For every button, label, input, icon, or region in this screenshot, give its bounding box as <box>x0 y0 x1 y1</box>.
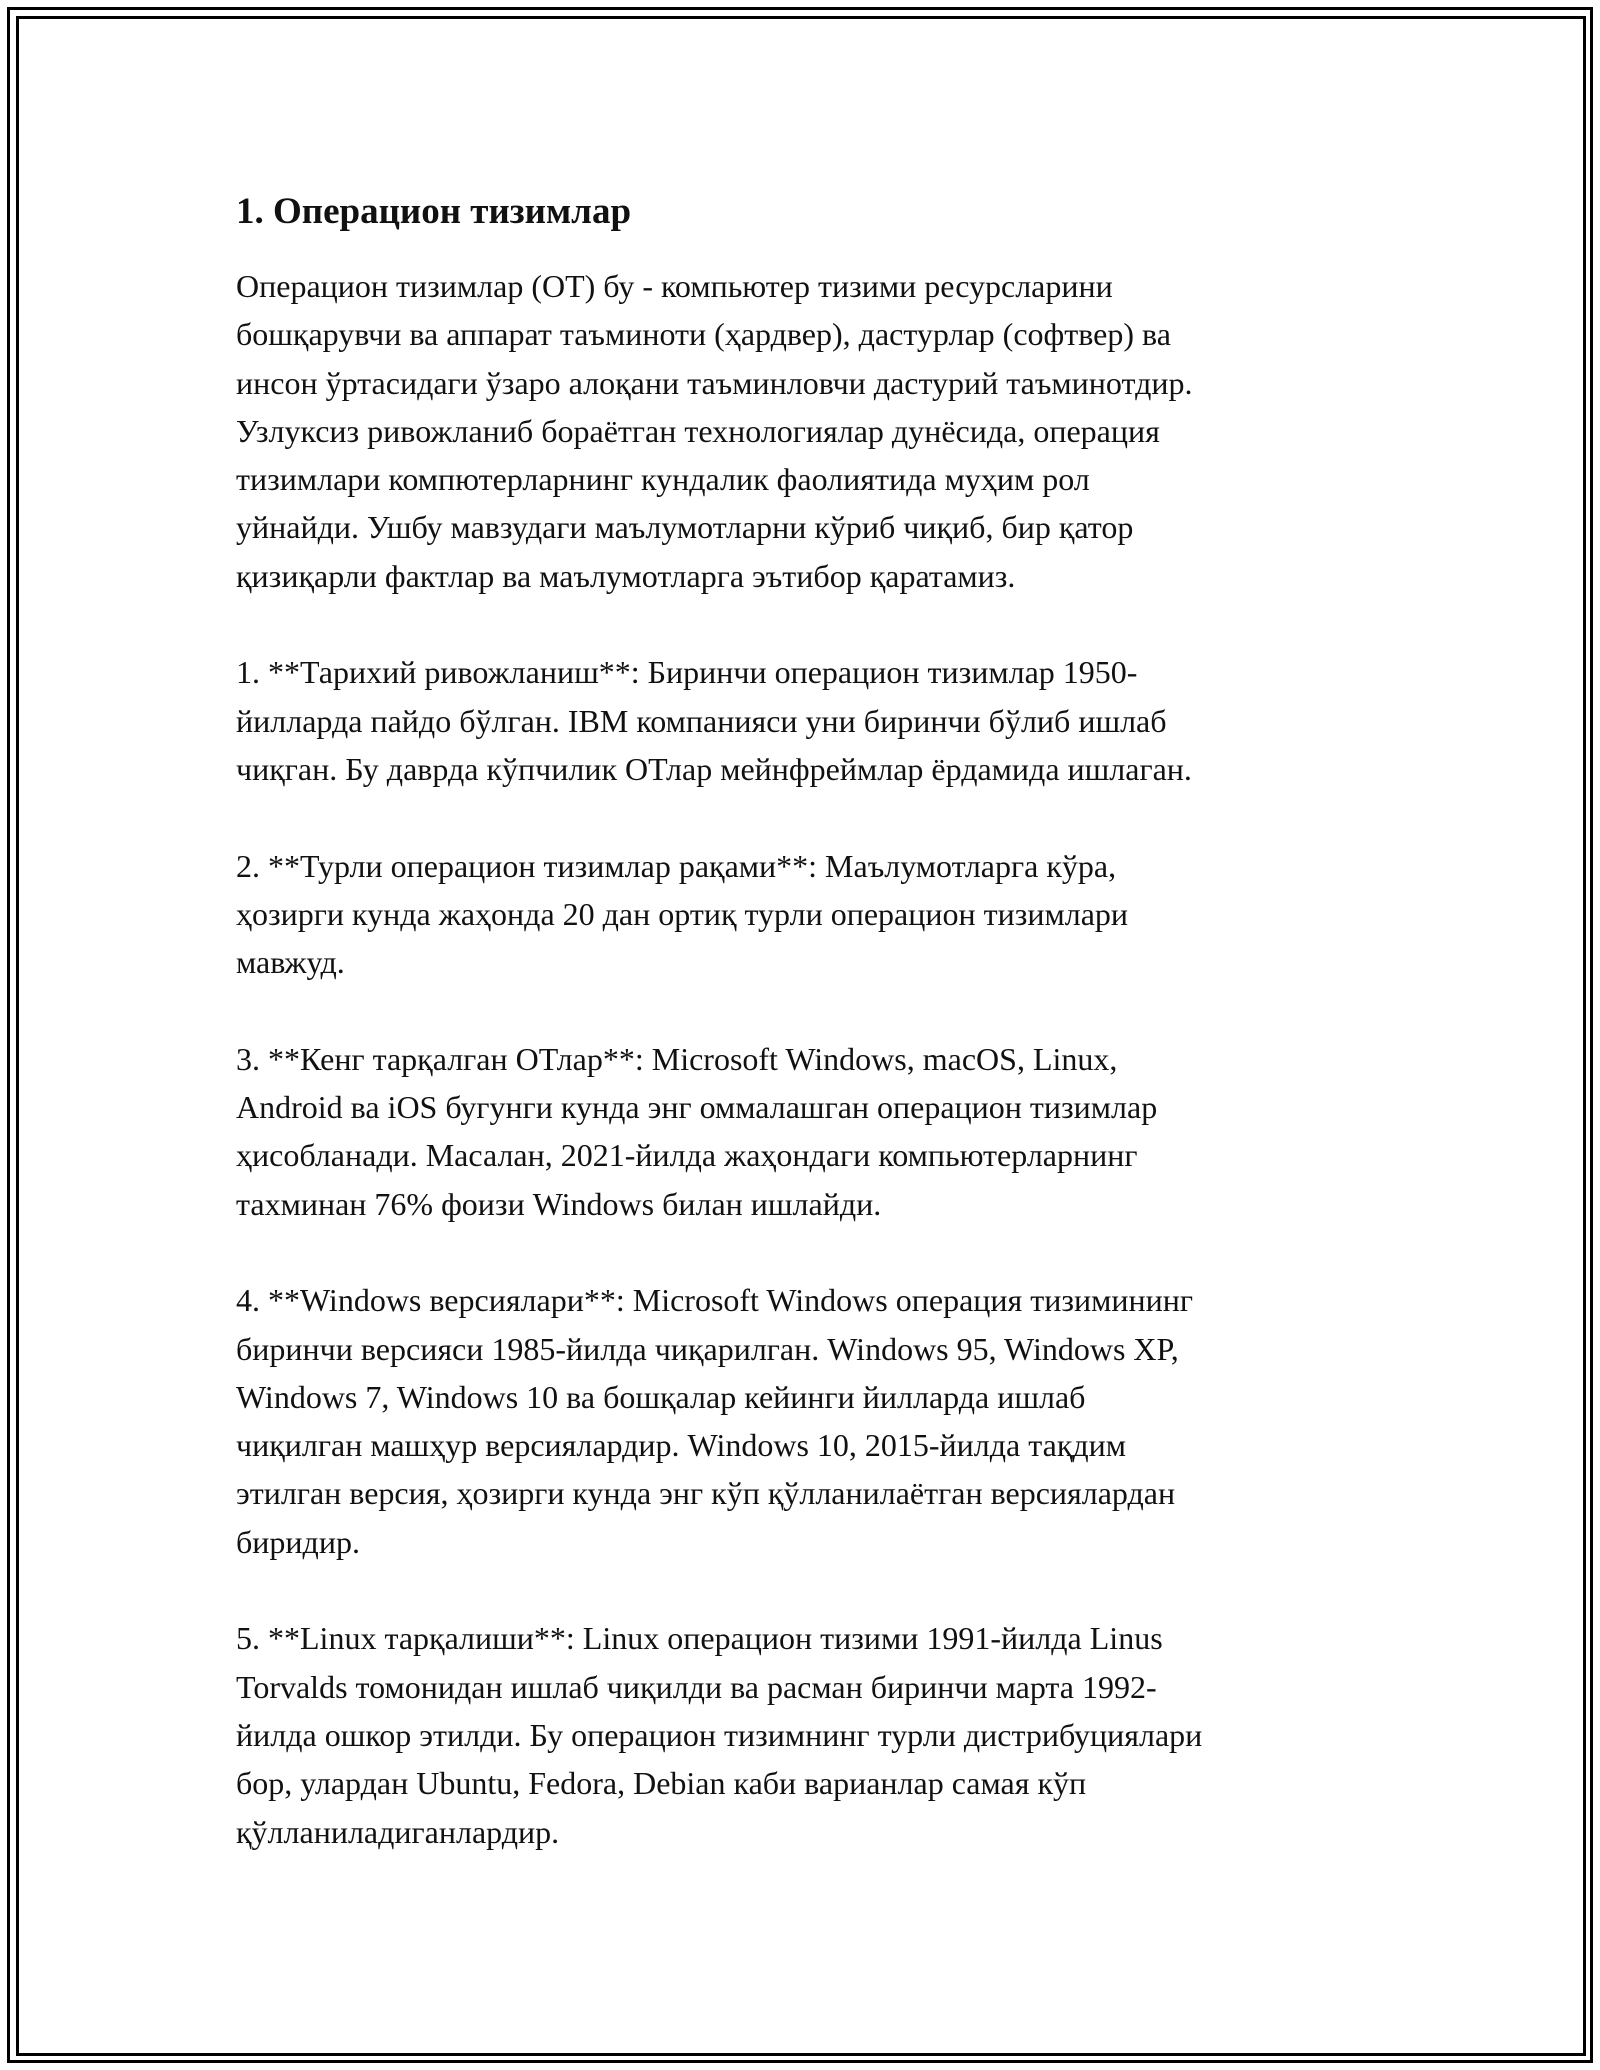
text-line: Операцион тизимлар (ОТ) бу - компьютер тизими ресурсларини <box>236 268 1113 304</box>
text-line: Android ва iOS бугунги кунда энг оммалашган операцион тизимлар <box>236 1089 1158 1126</box>
document-body <box>236 188 1366 1904</box>
intro-paragraph <box>236 262 1366 600</box>
text-line: тахминан 76% фоизи Windows билан ишлайди. <box>236 1185 882 1222</box>
list-item-linux <box>236 1614 1366 1855</box>
text-line: ҳозирги кунда жаҳонда 20 дан ортиқ турли операцион тизимлари <box>236 895 1129 932</box>
text-line: тизимлари компютерларнинг кундалик фаолиятида муҳим рол <box>236 461 1090 498</box>
text-line: уйнайди. Ушбу мавзудаги маълумотларни кўриб чиқиб, бир қатор <box>236 509 1134 546</box>
text-line: 1. **Тарихий ривожланиш**: Биринчи операцион тизимлар 1950- <box>236 654 1138 691</box>
text-line: биринчи версияси 1985-йилда чиқарилган. Windows 95, Windows XP, <box>236 1330 1179 1367</box>
text-line: биридир. <box>236 1523 360 1560</box>
text-line: чиқган. Бу даврда кўпчилик ОТлар мейнфреймлар ёрдамида ишлаган. <box>236 750 1192 787</box>
document-title: 1. Операцион тизимлар <box>236 191 632 232</box>
text-line: йилда ошкор этилди. Бу операцион тизимнинг турли дистрибуциялари <box>236 1716 1203 1753</box>
text-line: 4. **Windows версиялари**: Microsoft Windows операция тизимининг <box>236 1282 1193 1319</box>
list-item-popular-os <box>236 1035 1366 1228</box>
text-line: қизиқарли фактлар ва маълумотларга эътибор қаратамиз. <box>236 557 1016 594</box>
text-line: инсон ўртасидаги ўзаро алоқани таъминловчи дастурий таъминотдир. <box>236 364 1193 401</box>
text-line: ҳисобланади. Масалан, 2021-йилда жаҳондаги компьютерларнинг <box>236 1137 1138 1174</box>
text-line: 2. **Турли операцион тизимлар рақами**: Маълумотларга кўра, <box>236 847 1117 884</box>
list-item-os-count <box>236 842 1366 987</box>
list-item-history <box>236 648 1366 793</box>
text-line: қўлланиладиганлардир. <box>236 1813 560 1850</box>
list-item-windows-versions <box>236 1276 1366 1566</box>
text-line: йилларда пайдо бўлган. IBM компанияси уни биринчи бўлиб ишлаб <box>236 702 1167 739</box>
text-line: бошқарувчи ва аппарат таъминоти (ҳардвер), дастурлар (софтвер) ва <box>236 316 1171 353</box>
text-line: Torvalds томонидан ишлаб чиқилди ва расман биринчи марта 1992- <box>236 1668 1157 1705</box>
text-line: Windows 7, Windows 10 ва бошқалар кейинги йилларда ишлаб <box>236 1378 1086 1415</box>
text-line: 5. **Linux тарқалиши**: Linux операцион тизими 1991-йилда Linus <box>236 1620 1163 1657</box>
text-line: мавжуд. <box>236 944 345 981</box>
text-line: этилган версия, ҳозирги кунда энг кўп қўлланилаётган версиялардан <box>236 1475 1176 1512</box>
text-line: Узлуксиз ривожланиб бораётган технологиялар дунёсида, операция <box>236 412 1160 449</box>
text-line: бор, улардан Ubuntu, Fedora, Debian каби варианлар самая кўп <box>236 1765 1087 1802</box>
text-line: чиқилган машҳур версиялардир. Windows 10, 2015-йилда тақдим <box>236 1427 1127 1464</box>
text-line: 3. **Кенг тарқалган ОТлар**: Microsoft Windows, macOS, Linux, <box>236 1040 1118 1077</box>
